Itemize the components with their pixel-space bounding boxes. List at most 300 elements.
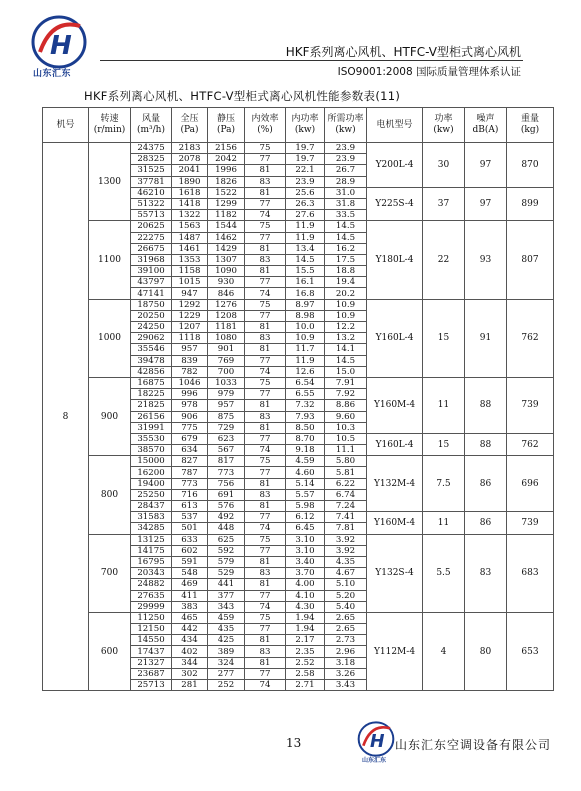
speed-cell: 600	[89, 612, 131, 690]
weight-cell: 762	[507, 299, 554, 377]
motor-model-cell: Y112M-4	[367, 612, 423, 690]
value-cell: 827	[172, 456, 208, 467]
value-cell: 1182	[208, 210, 245, 221]
value-cell: 25250	[131, 489, 172, 500]
value-cell: 28.9	[325, 176, 367, 187]
value-cell: 55713	[131, 210, 172, 221]
value-cell: 35530	[131, 433, 172, 444]
value-cell: 1418	[172, 198, 208, 209]
svg-text:H: H	[370, 732, 385, 752]
value-cell: 23.9	[286, 176, 325, 187]
value-cell: 2.58	[286, 668, 325, 679]
value-cell: 411	[172, 590, 208, 601]
value-cell: 7.93	[286, 411, 325, 422]
value-cell: 782	[172, 366, 208, 377]
value-cell: 83	[245, 568, 286, 579]
weight-cell: 899	[507, 187, 554, 221]
value-cell: 6.22	[325, 478, 367, 489]
motor-power-cell: 11	[423, 512, 465, 534]
value-cell: 492	[208, 512, 245, 523]
value-cell: 1618	[172, 187, 208, 198]
value-cell: 17.5	[325, 254, 367, 265]
value-cell: 773	[172, 478, 208, 489]
value-cell: 75	[245, 143, 286, 154]
value-cell: 14.5	[325, 232, 367, 243]
svg-text:H: H	[50, 31, 72, 61]
value-cell: 75	[245, 299, 286, 310]
value-cell: 12150	[131, 624, 172, 635]
value-cell: 6.55	[286, 389, 325, 400]
value-cell: 8.70	[286, 433, 325, 444]
value-cell: 324	[208, 657, 245, 668]
value-cell: 16875	[131, 377, 172, 388]
column-header: 所需功率 (kw)	[325, 108, 367, 143]
value-cell: 77	[245, 154, 286, 165]
value-cell: 38570	[131, 445, 172, 456]
value-cell: 29999	[131, 601, 172, 612]
value-cell: 77	[245, 545, 286, 556]
value-cell: 2.52	[286, 657, 325, 668]
column-header: 机号	[43, 108, 89, 143]
value-cell: 74	[245, 445, 286, 456]
weight-cell: 870	[507, 143, 554, 188]
value-cell: 13.4	[286, 243, 325, 254]
value-cell: 31991	[131, 422, 172, 433]
column-header: 内效率 (%)	[245, 108, 286, 143]
value-cell: 77	[245, 512, 286, 523]
company-logo-icon	[30, 12, 88, 72]
value-cell: 81	[245, 266, 286, 277]
value-cell: 1118	[172, 333, 208, 344]
motor-model-cell: Y160M-4	[367, 512, 423, 534]
value-cell: 1276	[208, 299, 245, 310]
value-cell: 957	[172, 344, 208, 355]
column-header: 风量 (m³/h)	[131, 108, 172, 143]
value-cell: 930	[208, 277, 245, 288]
value-cell: 34285	[131, 523, 172, 534]
value-cell: 77	[245, 355, 286, 366]
value-cell: 21327	[131, 657, 172, 668]
motor-model-cell: Y225S-4	[367, 187, 423, 221]
value-cell: 2.65	[325, 612, 367, 623]
value-cell: 14.5	[325, 221, 367, 232]
motor-power-cell: 5.5	[423, 534, 465, 612]
noise-cell: 88	[465, 433, 507, 455]
value-cell: 15000	[131, 456, 172, 467]
noise-cell: 83	[465, 534, 507, 612]
value-cell: 947	[172, 288, 208, 299]
value-cell: 31.8	[325, 198, 367, 209]
value-cell: 39100	[131, 266, 172, 277]
value-cell: 281	[172, 680, 208, 691]
value-cell: 906	[172, 411, 208, 422]
value-cell: 2.35	[286, 646, 325, 657]
value-cell: 1207	[172, 322, 208, 333]
value-cell: 1080	[208, 333, 245, 344]
value-cell: 13125	[131, 534, 172, 545]
value-cell: 31.0	[325, 187, 367, 198]
value-cell: 24250	[131, 322, 172, 333]
value-cell: 425	[208, 635, 245, 646]
value-cell: 27635	[131, 590, 172, 601]
value-cell: 83	[245, 176, 286, 187]
value-cell: 2.96	[325, 646, 367, 657]
value-cell: 1158	[172, 266, 208, 277]
value-cell: 3.43	[325, 680, 367, 691]
value-cell: 1890	[172, 176, 208, 187]
value-cell: 469	[172, 579, 208, 590]
value-cell: 501	[172, 523, 208, 534]
motor-power-cell: 37	[423, 187, 465, 221]
value-cell: 26675	[131, 243, 172, 254]
value-cell: 77	[245, 277, 286, 288]
value-cell: 24375	[131, 143, 172, 154]
column-header: 功率 (kw)	[423, 108, 465, 143]
value-cell: 5.57	[286, 489, 325, 500]
value-cell: 459	[208, 612, 245, 623]
value-cell: 81	[245, 344, 286, 355]
value-cell: 1292	[172, 299, 208, 310]
value-cell: 679	[172, 433, 208, 444]
column-header: 全压 (Pa)	[172, 108, 208, 143]
value-cell: 1487	[172, 232, 208, 243]
weight-cell: 739	[507, 512, 554, 534]
weight-cell: 653	[507, 612, 554, 690]
motor-power-cell: 22	[423, 221, 465, 299]
value-cell: 2.17	[286, 635, 325, 646]
value-cell: 19.4	[325, 277, 367, 288]
value-cell: 435	[208, 624, 245, 635]
value-cell: 16.1	[286, 277, 325, 288]
value-cell: 81	[245, 165, 286, 176]
value-cell: 23687	[131, 668, 172, 679]
speed-cell: 900	[89, 377, 131, 455]
motor-model-cell: Y160M-4	[367, 377, 423, 433]
value-cell: 389	[208, 646, 245, 657]
value-cell: 8.97	[286, 299, 325, 310]
value-cell: 537	[172, 512, 208, 523]
table-row	[43, 534, 554, 545]
value-cell: 1307	[208, 254, 245, 265]
logo-text: 山东汇东	[33, 69, 72, 79]
value-cell: 74	[245, 523, 286, 534]
value-cell: 1299	[208, 198, 245, 209]
value-cell: 996	[172, 389, 208, 400]
value-cell: 1015	[172, 277, 208, 288]
value-cell: 81	[245, 501, 286, 512]
value-cell: 2042	[208, 154, 245, 165]
value-cell: 5.20	[325, 590, 367, 601]
noise-cell: 97	[465, 187, 507, 221]
value-cell: 77	[245, 467, 286, 478]
value-cell: 1353	[172, 254, 208, 265]
value-cell: 1462	[208, 232, 245, 243]
value-cell: 1544	[208, 221, 245, 232]
value-cell: 13.2	[325, 333, 367, 344]
value-cell: 81	[245, 322, 286, 333]
value-cell: 26156	[131, 411, 172, 422]
value-cell: 756	[208, 478, 245, 489]
value-cell: 12.2	[325, 322, 367, 333]
value-cell: 11.9	[286, 221, 325, 232]
value-cell: 31583	[131, 512, 172, 523]
speed-cell: 1000	[89, 299, 131, 377]
value-cell: 9.18	[286, 445, 325, 456]
value-cell: 6.12	[286, 512, 325, 523]
value-cell: 17437	[131, 646, 172, 657]
value-cell: 25.6	[286, 187, 325, 198]
value-cell: 591	[172, 556, 208, 567]
value-cell: 16200	[131, 467, 172, 478]
value-cell: 979	[208, 389, 245, 400]
value-cell: 15.0	[325, 366, 367, 377]
value-cell: 81	[245, 579, 286, 590]
value-cell: 18750	[131, 299, 172, 310]
value-cell: 16.2	[325, 243, 367, 254]
value-cell: 14.5	[286, 254, 325, 265]
value-cell: 2041	[172, 165, 208, 176]
value-cell: 11.9	[286, 355, 325, 366]
column-header: 重量 (kg)	[507, 108, 554, 143]
value-cell: 1229	[172, 310, 208, 321]
motor-power-cell: 15	[423, 299, 465, 377]
value-cell: 383	[172, 601, 208, 612]
value-cell: 1563	[172, 221, 208, 232]
value-cell: 1322	[172, 210, 208, 221]
value-cell: 529	[208, 568, 245, 579]
value-cell: 74	[245, 366, 286, 377]
value-cell: 81	[245, 400, 286, 411]
value-cell: 23.9	[325, 154, 367, 165]
value-cell: 22275	[131, 232, 172, 243]
column-header: 电机型号	[367, 108, 423, 143]
value-cell: 5.98	[286, 501, 325, 512]
value-cell: 548	[172, 568, 208, 579]
value-cell: 37781	[131, 176, 172, 187]
value-cell: 465	[172, 612, 208, 623]
value-cell: 567	[208, 445, 245, 456]
value-cell: 4.67	[325, 568, 367, 579]
value-cell: 846	[208, 288, 245, 299]
value-cell: 343	[208, 601, 245, 612]
value-cell: 75	[245, 456, 286, 467]
value-cell: 81	[245, 422, 286, 433]
value-cell: 6.74	[325, 489, 367, 500]
value-cell: 978	[172, 400, 208, 411]
motor-power-cell: 30	[423, 143, 465, 188]
value-cell: 75	[245, 377, 286, 388]
value-cell: 625	[208, 534, 245, 545]
value-cell: 957	[208, 400, 245, 411]
value-cell: 23.9	[325, 143, 367, 154]
value-cell: 77	[245, 590, 286, 601]
value-cell: 2156	[208, 143, 245, 154]
value-cell: 875	[208, 411, 245, 422]
value-cell: 2.71	[286, 680, 325, 691]
value-cell: 83	[245, 333, 286, 344]
value-cell: 7.41	[325, 512, 367, 523]
value-cell: 33.5	[325, 210, 367, 221]
value-cell: 769	[208, 355, 245, 366]
value-cell: 19.7	[286, 154, 325, 165]
table-header-row	[43, 108, 554, 143]
value-cell: 7.92	[325, 389, 367, 400]
value-cell: 1.94	[286, 612, 325, 623]
value-cell: 77	[245, 389, 286, 400]
value-cell: 1033	[208, 377, 245, 388]
value-cell: 81	[245, 478, 286, 489]
value-cell: 441	[208, 579, 245, 590]
value-cell: 1.94	[286, 624, 325, 635]
value-cell: 2.65	[325, 624, 367, 635]
value-cell: 20343	[131, 568, 172, 579]
machine-number-cell: 8	[43, 143, 89, 691]
value-cell: 10.5	[325, 433, 367, 444]
noise-cell: 86	[465, 512, 507, 534]
value-cell: 81	[245, 635, 286, 646]
value-cell: 817	[208, 456, 245, 467]
value-cell: 6.45	[286, 523, 325, 534]
value-cell: 5.81	[325, 467, 367, 478]
performance-table	[42, 107, 554, 691]
value-cell: 377	[208, 590, 245, 601]
value-cell: 5.40	[325, 601, 367, 612]
noise-cell: 97	[465, 143, 507, 188]
value-cell: 7.81	[325, 523, 367, 534]
table-row	[43, 299, 554, 310]
value-cell: 77	[245, 668, 286, 679]
value-cell: 81	[245, 187, 286, 198]
value-cell: 43797	[131, 277, 172, 288]
motor-model-cell: Y180L-4	[367, 221, 423, 299]
table-row	[43, 456, 554, 467]
value-cell: 592	[208, 545, 245, 556]
motor-power-cell: 7.5	[423, 456, 465, 512]
value-cell: 3.70	[286, 568, 325, 579]
value-cell: 18.8	[325, 266, 367, 277]
value-cell: 4.60	[286, 467, 325, 478]
value-cell: 83	[245, 411, 286, 422]
value-cell: 74	[245, 601, 286, 612]
value-cell: 634	[172, 445, 208, 456]
value-cell: 8.98	[286, 310, 325, 321]
value-cell: 51322	[131, 198, 172, 209]
value-cell: 39478	[131, 355, 172, 366]
value-cell: 19.7	[286, 143, 325, 154]
column-header: 内功率 (kw)	[286, 108, 325, 143]
value-cell: 3.40	[286, 556, 325, 567]
motor-power-cell: 11	[423, 377, 465, 433]
column-header: 噪声 dB(A)	[465, 108, 507, 143]
value-cell: 448	[208, 523, 245, 534]
value-cell: 691	[208, 489, 245, 500]
motor-model-cell: Y132M-4	[367, 456, 423, 512]
value-cell: 3.92	[325, 534, 367, 545]
value-cell: 11.7	[286, 344, 325, 355]
value-cell: 277	[208, 668, 245, 679]
value-cell: 4.30	[286, 601, 325, 612]
value-cell: 3.10	[286, 545, 325, 556]
value-cell: 3.10	[286, 534, 325, 545]
value-cell: 442	[172, 624, 208, 635]
value-cell: 901	[208, 344, 245, 355]
value-cell: 14.5	[325, 355, 367, 366]
value-cell: 252	[208, 680, 245, 691]
weight-cell: 683	[507, 534, 554, 612]
value-cell: 3.18	[325, 657, 367, 668]
value-cell: 8.86	[325, 400, 367, 411]
value-cell: 10.9	[325, 299, 367, 310]
speed-cell: 700	[89, 534, 131, 612]
table-row	[43, 221, 554, 232]
page-number: 13	[286, 736, 302, 750]
value-cell: 46210	[131, 187, 172, 198]
value-cell: 10.9	[286, 333, 325, 344]
value-cell: 1181	[208, 322, 245, 333]
weight-cell: 807	[507, 221, 554, 299]
value-cell: 75	[245, 221, 286, 232]
value-cell: 11.9	[286, 232, 325, 243]
value-cell: 4.59	[286, 456, 325, 467]
value-cell: 10.9	[325, 310, 367, 321]
value-cell: 602	[172, 545, 208, 556]
value-cell: 21825	[131, 400, 172, 411]
footer-logo-text: 山东汇东	[362, 757, 387, 764]
value-cell: 35546	[131, 344, 172, 355]
value-cell: 77	[245, 310, 286, 321]
header-subtitle: ISO9001:2008 国际质量管理体系认证	[337, 66, 521, 78]
value-cell: 633	[172, 534, 208, 545]
value-cell: 14550	[131, 635, 172, 646]
value-cell: 1046	[172, 377, 208, 388]
value-cell: 7.91	[325, 377, 367, 388]
value-cell: 4.00	[286, 579, 325, 590]
noise-cell: 80	[465, 612, 507, 690]
header-divider	[100, 60, 523, 61]
value-cell: 83	[245, 489, 286, 500]
value-cell: 83	[245, 254, 286, 265]
value-cell: 773	[208, 467, 245, 478]
value-cell: 7.24	[325, 501, 367, 512]
value-cell: 2078	[172, 154, 208, 165]
value-cell: 7.32	[286, 400, 325, 411]
column-header: 静压 (Pa)	[208, 108, 245, 143]
value-cell: 11250	[131, 612, 172, 623]
speed-cell: 800	[89, 456, 131, 534]
value-cell: 1090	[208, 266, 245, 277]
value-cell: 576	[208, 501, 245, 512]
value-cell: 700	[208, 366, 245, 377]
value-cell: 10.0	[286, 322, 325, 333]
value-cell: 10.3	[325, 422, 367, 433]
value-cell: 344	[172, 657, 208, 668]
value-cell: 775	[172, 422, 208, 433]
speed-cell: 1300	[89, 143, 131, 221]
value-cell: 402	[172, 646, 208, 657]
value-cell: 26.3	[286, 198, 325, 209]
value-cell: 6.54	[286, 377, 325, 388]
value-cell: 77	[245, 198, 286, 209]
noise-cell: 91	[465, 299, 507, 377]
value-cell: 5.14	[286, 478, 325, 489]
value-cell: 434	[172, 635, 208, 646]
weight-cell: 739	[507, 377, 554, 433]
value-cell: 24882	[131, 579, 172, 590]
value-cell: 9.60	[325, 411, 367, 422]
value-cell: 12.6	[286, 366, 325, 377]
value-cell: 4.35	[325, 556, 367, 567]
value-cell: 83	[245, 646, 286, 657]
